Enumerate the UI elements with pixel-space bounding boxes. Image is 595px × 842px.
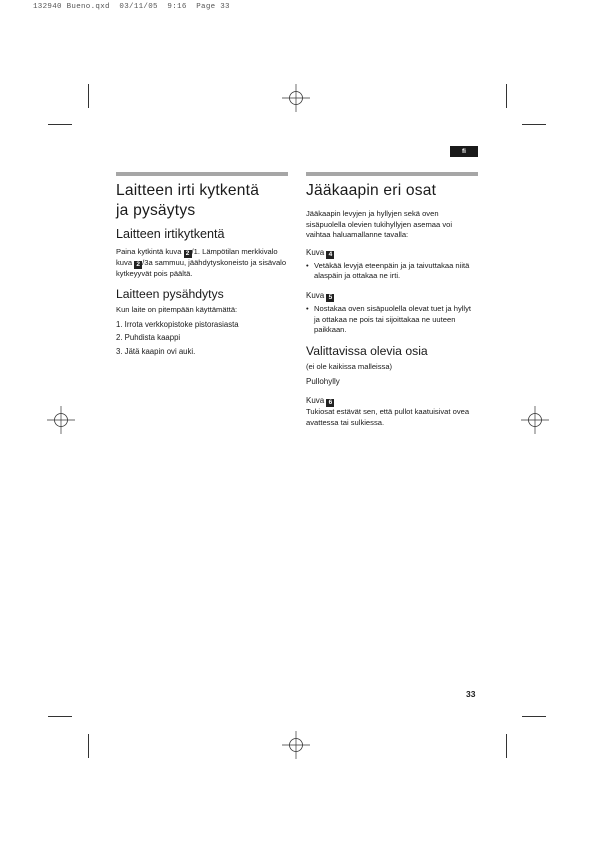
crop-mark [506, 84, 507, 108]
figure-ref-icon: 5 [326, 294, 334, 302]
crop-mark [88, 734, 89, 758]
right-column [306, 172, 478, 429]
section-heading-optional-parts: Valittavissa olevia osia [306, 343, 428, 358]
optional-parts-note: (ei ole kaikissa malleissa) [306, 361, 393, 371]
bullet-icon: • [306, 303, 309, 313]
bullet-icon: • [306, 260, 309, 270]
list-item: • Nostakaa oven sisäpuolella olevat tuet ja hyllyt ja ottakaa ne pois tai sijoittakaa ne uuteen paikkaan. [306, 303, 472, 335]
language-badge: fi [450, 146, 478, 157]
item-name: Pullohylly [306, 377, 340, 387]
right-title: Jääkaapin eri osat [306, 182, 437, 199]
figure-label: Kuva 6 [306, 395, 478, 407]
section-heading-shutdown: Laitteen pysähdytys [116, 286, 224, 301]
section-rule [306, 172, 478, 176]
registration-mark [282, 84, 310, 112]
left-title-line1: Laitteen irti kytkentä [116, 182, 260, 199]
figure-label: Kuva 4 [306, 247, 478, 259]
figure-ref-icon: 6 [326, 399, 334, 407]
parts-intro: Jääkaapin levyjen ja hyllyjen sekä oven sisäpuolella olevien tukihyllyjen asemaa voi vaihtaa haluamallanne tavalla: [306, 209, 453, 240]
shutdown-steps [116, 318, 288, 358]
page-number: 33 [466, 689, 476, 699]
section-rule [116, 172, 288, 176]
figure-ref-icon: 2 [184, 250, 192, 258]
print-slug-line: 132940 Bueno.qxd 03/11/05 9:16 Page 33 [33, 3, 230, 11]
list-item: 1. Irrota verkkopistoke pistorasiasta [116, 320, 239, 330]
left-title-line2: ja pysäytys [116, 202, 196, 219]
crop-mark [522, 716, 546, 717]
figure-ref-icon: 2 [134, 261, 142, 269]
figure5-bullets [306, 304, 478, 336]
left-title [116, 181, 288, 221]
list-item: 3. Jätä kaapin ovi auki. [116, 346, 196, 356]
crop-mark [506, 734, 507, 758]
figure-ref-icon: 4 [326, 251, 334, 259]
crop-mark [48, 124, 72, 125]
registration-mark [282, 731, 310, 759]
figure4-bullets [306, 261, 478, 282]
bottle-shelf-description: Tukiosat estävät sen, että pullot kaatuisivat ovea avattessa tai sulkiessa. [306, 407, 470, 427]
crop-mark [48, 716, 72, 717]
list-item: • Vetäkää levyjä eteenpäin ja ja taivuttakaa niitä alaspäin ja ottakaa ne irti. [306, 260, 470, 281]
registration-mark [521, 406, 549, 434]
crop-mark [88, 84, 89, 108]
figure-label: Kuva 5 [306, 290, 478, 302]
list-item: 2. Puhdista kaappi [116, 333, 181, 343]
crop-mark [522, 124, 546, 125]
registration-mark [47, 406, 75, 434]
section-heading-switch-off: Laitteen irtikytkentä [116, 227, 225, 241]
left-column [116, 172, 288, 358]
switch-off-paragraph: Paina kytkintä kuva 2 /1. Lämpötilan merkkivalo kuva 2 /3a sammuu, jäähdytyskoneisto ja sisävalo kytkeyyvät pois päältä. [116, 247, 287, 278]
shutdown-intro: Kun laite on pitempään käyttämättä: [116, 304, 238, 314]
